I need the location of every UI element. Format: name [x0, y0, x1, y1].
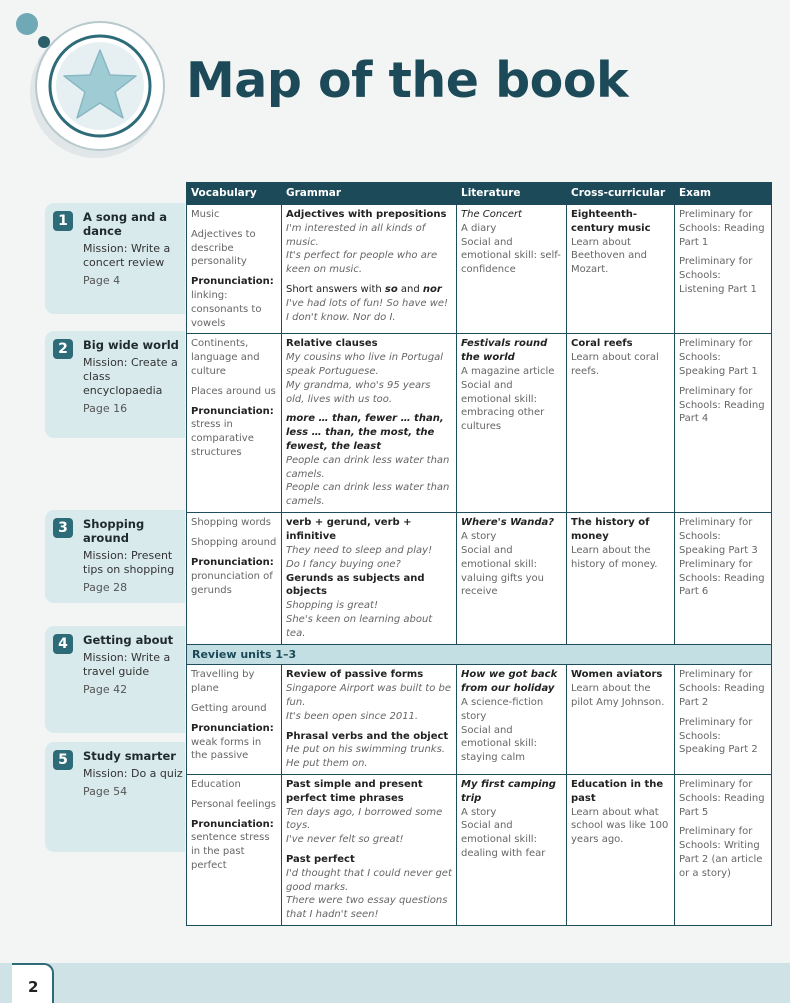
literature-type: A story: [461, 531, 497, 543]
vocab-item: Shopping around: [191, 537, 277, 549]
literature-skill: Social and emotional skill: self-confidence: [461, 236, 561, 276]
vocabulary-cell: [187, 205, 282, 334]
column-header: Literature: [457, 183, 567, 205]
cross-curricular-cell: [567, 334, 675, 513]
exam-item: Preliminary for Schools: Listening Part 1: [679, 256, 757, 295]
grammar-example: He put on his swimming trunks.: [286, 744, 445, 756]
exam-cell: [675, 665, 772, 775]
pronunciation-label: Pronunciation:: [191, 405, 274, 417]
unit-page: Page 42: [83, 683, 128, 696]
literature-title: My first camping trip: [461, 778, 556, 804]
unit-card: [45, 331, 185, 438]
vocab-item: Music: [191, 209, 220, 220]
unit-title: Big wide world: [83, 338, 179, 352]
grammar-example: I've never felt so great!: [286, 834, 404, 846]
column-header: Exam: [675, 183, 772, 205]
literature-cell: [457, 774, 567, 925]
literature-type: A magazine article: [461, 365, 555, 377]
exam-item: Preliminary for Schools: Speaking Part 1: [679, 338, 758, 377]
cross-curricular-text: Learn about Beethoven and Mozart.: [571, 236, 647, 276]
grammar-cell: [282, 513, 457, 644]
table-row: [187, 334, 772, 513]
literature-cell: [457, 205, 567, 334]
grammar-example: People can drink less water than camels.: [286, 454, 450, 480]
table-row: [187, 513, 772, 644]
grammar-example: I've had lots of fun! So have we!: [286, 297, 449, 309]
grammar-example: I don't know. Nor do I.: [286, 311, 396, 323]
table-row: [187, 665, 772, 775]
unit-mission: Mission: Present tips on shopping: [83, 549, 175, 576]
exam-cell: [675, 205, 772, 334]
literature-skill: Social and emotional skill: embracing other cultures: [461, 379, 545, 433]
grammar-heading: [286, 283, 452, 297]
cross-curricular-title: Education in the past: [571, 778, 664, 804]
vocabulary-cell: [187, 513, 282, 644]
grammar-heading: Gerunds as subjects and objects: [286, 572, 425, 598]
table-header-row: [187, 183, 772, 205]
literature-cell: [457, 334, 567, 513]
unit-card: [45, 626, 185, 733]
literature-skill: Social and emotional skill: dealing with fear: [461, 820, 546, 859]
grammar-heading: more … than, fewer … than, less … than, the most, the fewest, the least: [286, 413, 444, 452]
grammar-cell: [282, 334, 457, 513]
exam-cell: [675, 334, 772, 513]
unit-title: Study smarter: [83, 749, 176, 763]
map-table: [186, 182, 772, 926]
vocabulary-cell: [187, 665, 282, 775]
cross-curricular-title: Women aviators: [571, 669, 663, 681]
grammar-example: Ten days ago, I borrowed some toys.: [286, 806, 443, 832]
grammar-heading: verb + gerund, verb + infinitive: [286, 517, 412, 543]
literature-type: A science-fiction story: [461, 696, 544, 722]
grammar-heading: Adjectives with prepositions: [286, 209, 447, 220]
column-header: Vocabulary: [187, 183, 282, 205]
cross-curricular-title: The history of money: [571, 517, 650, 543]
vocab-item: Personal feelings: [191, 798, 276, 810]
literature-type: A story: [461, 806, 497, 818]
unit-number: 3: [53, 518, 73, 538]
unit-title: A song and a dance: [83, 210, 168, 238]
unit-number: 1: [53, 211, 73, 231]
vocab-item: Places around us: [191, 385, 276, 397]
grammar-heading: Phrasal verbs and the object: [286, 730, 449, 742]
grammar-example: It's been open since 2011.: [286, 710, 419, 722]
literature-title: The Concert: [461, 209, 522, 220]
exam-item: Preliminary for Schools: Reading Part 2: [679, 669, 765, 708]
cross-curricular-text: Learn about coral reefs.: [571, 352, 659, 377]
cross-curricular-text: Learn about what school was like 100 years ago.: [571, 806, 669, 846]
grammar-heading-part: so: [384, 283, 398, 295]
unit-page: Page 16: [83, 402, 128, 415]
cross-curricular-cell: [567, 205, 675, 334]
pronunciation-text: weak forms in the passive: [191, 736, 262, 762]
unit-card: [45, 510, 185, 603]
literature-type: A diary: [461, 222, 497, 234]
exam-item: Preliminary for Schools: Reading Part 5: [679, 778, 765, 818]
pronunciation-label: Pronunciation:: [191, 818, 274, 830]
grammar-heading: Past simple and present perfect time phrases: [286, 778, 423, 804]
exam-item: Preliminary for Schools: Reading Part 4: [679, 385, 765, 425]
pronunciation-label: Pronunciation:: [191, 276, 274, 288]
grammar-example: My grandma, who's 95 years old, lives with us too.: [286, 379, 431, 405]
unit-number: 2: [53, 339, 73, 359]
exam-item: Preliminary for Schools: Speaking Part 2: [679, 716, 758, 756]
unit-mission: Mission: Create a class encyclopaedia: [83, 356, 178, 397]
grammar-example: I'd thought that I could never get good marks.: [286, 867, 452, 893]
unit-title: Getting about: [83, 633, 174, 647]
literature-title: Festivals round the world: [461, 338, 548, 364]
column-header: Cross-curricular: [567, 183, 675, 205]
grammar-example: People can drink less water than camels.: [286, 482, 450, 508]
grammar-cell: [282, 665, 457, 775]
unit-number: 5: [53, 750, 73, 770]
unit-title: Shopping around: [83, 517, 145, 545]
grammar-heading: Review of passive forms: [286, 669, 424, 681]
grammar-example: I'm interested in all kinds of music.: [286, 222, 426, 248]
exam-cell: [675, 513, 772, 644]
cross-curricular-text: Learn about the pilot Amy Johnson.: [571, 683, 665, 708]
grammar-heading-part: and: [397, 283, 423, 295]
grammar-example: Shopping is great!: [286, 600, 378, 612]
cross-curricular-text: Learn about the history of money.: [571, 544, 658, 570]
cross-curricular-cell: [567, 513, 675, 644]
unit-mission: Mission: Write a concert review: [83, 242, 171, 269]
unit-card: [45, 203, 185, 314]
unit-page: Page 4: [83, 274, 121, 287]
page-number: 2: [28, 978, 39, 996]
vocabulary-cell: [187, 334, 282, 513]
unit-card: [45, 742, 185, 852]
star-badge-icon: [26, 20, 166, 160]
exam-item: Preliminary for Schools: Writing Part 2 (an article or a story): [679, 826, 763, 879]
vocab-item: Shopping words: [191, 517, 271, 529]
pronunciation-text: pronunciation of gerunds: [191, 570, 273, 596]
unit-page: Page 28: [83, 581, 128, 594]
vocab-item: Getting around: [191, 702, 267, 714]
vocab-item: Adjectives to describe personality: [191, 228, 256, 268]
grammar-example: She's keen on learning about tea.: [286, 613, 433, 639]
footer-band: [0, 963, 790, 1003]
unit-mission: Mission: Write a travel guide: [83, 651, 171, 678]
grammar-example: He put them on.: [286, 758, 368, 770]
grammar-example: My cousins who live in Portugal speak Portuguese.: [286, 352, 444, 377]
grammar-example: Do I fancy buying one?: [286, 558, 401, 570]
grammar-cell: [282, 774, 457, 925]
table-row: [187, 205, 772, 334]
exam-cell: [675, 774, 772, 925]
unit-number: 4: [53, 634, 73, 654]
cross-curricular-title: Eighteenth-century music: [571, 209, 651, 234]
pronunciation-label: Pronunciation:: [191, 556, 274, 568]
literature-title: Where's Wanda?: [461, 517, 555, 529]
grammar-cell: [282, 205, 457, 334]
review-label: Review units 1–3: [187, 644, 772, 665]
grammar-heading: Relative clauses: [286, 338, 378, 350]
pronunciation-text: sentence stress in the past perfect: [191, 832, 270, 871]
pronunciation-text: linking: consonants to vowels: [191, 289, 262, 329]
cross-curricular-title: Coral reefs: [571, 338, 633, 350]
table-row: [187, 774, 772, 925]
exam-item: Preliminary for Schools: Speaking Part 3: [679, 517, 758, 556]
literature-cell: [457, 513, 567, 644]
pronunciation-text: stress in comparative structures: [191, 419, 254, 458]
exam-item: Preliminary for Schools: Reading Part 6: [679, 558, 765, 598]
literature-skill: Social and emotional skill: staying calm: [461, 724, 537, 764]
exam-item: Preliminary for Schools: Reading Part 1: [679, 209, 765, 248]
literature-title: How we got back from our holiday: [461, 669, 558, 695]
literature-cell: [457, 665, 567, 775]
review-row: [187, 644, 772, 665]
grammar-heading-part: nor: [422, 283, 442, 295]
page-title: Map of the book: [186, 52, 629, 109]
cross-curricular-cell: [567, 665, 675, 775]
literature-skill: Social and emotional skill: valuing gifts you receive: [461, 544, 544, 598]
column-header: Grammar: [282, 183, 457, 205]
cross-curricular-cell: [567, 774, 675, 925]
grammar-example: It's perfect for people who are keen on music.: [286, 250, 438, 276]
grammar-heading-part: Short answers with: [286, 283, 385, 295]
pronunciation-label: Pronunciation:: [191, 722, 274, 734]
grammar-example: They need to sleep and play!: [286, 544, 433, 556]
grammar-example: There were two essay questions that I hadn't seen!: [286, 895, 448, 921]
vocab-item: Travelling by plane: [191, 669, 255, 695]
vocabulary-cell: [187, 774, 282, 925]
grammar-heading: Past perfect: [286, 853, 355, 865]
unit-mission: Mission: Do a quiz: [83, 767, 183, 780]
grammar-example: Singapore Airport was built to be fun.: [286, 683, 452, 708]
unit-page: Page 54: [83, 785, 128, 798]
vocab-item: Continents, language and culture: [191, 338, 260, 377]
vocab-item: Education: [191, 778, 241, 790]
